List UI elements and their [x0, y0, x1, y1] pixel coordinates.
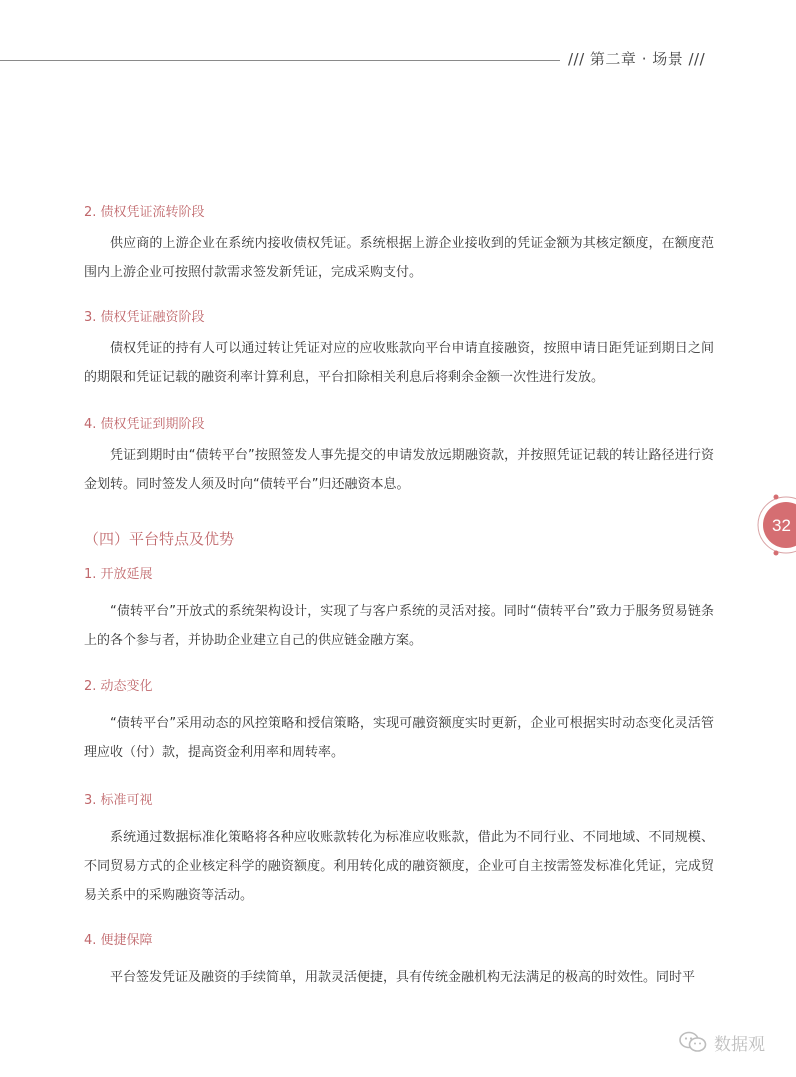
feature-heading: 1. 开放延展 — [84, 567, 153, 582]
feature-heading: 3. 标准可视 — [84, 793, 153, 808]
chapter-title: /// 第二章 · 场景 /// — [568, 50, 706, 68]
feature-convenience-guarantee — [84, 931, 714, 992]
feature-paragraph: 系统通过数据标准化策略将各种应收账款转化为标准应收账款，借此为不同行业、不同地域、不同规模、不同贸易方式的企业核定科学的融资额度。利用转化成的融资额度，企业可自主按需签发标准化凭证，完成贸易关系中的采购融资等活动。 — [84, 830, 714, 903]
section-paragraph: 供应商的上游企业在系统内接收债权凭证。系统根据上游企业接收到的凭证金额为其核定额度，在额度范围内上游企业可按照付款需求签发新凭证，完成采购支付。 — [84, 236, 714, 280]
watermark — [678, 1029, 765, 1055]
header-rule — [0, 60, 560, 61]
page-tab-shape — [754, 493, 796, 557]
section-heading: 3. 债权凭证融资阶段 — [84, 310, 205, 325]
major-heading: （四）平台特点及优势 — [84, 530, 235, 548]
section-paragraph: 债权凭证的持有人可以通过转让凭证对应的应收账款向平台申请直接融资，按照申请日距凭证到期日之间的期限和凭证记载的融资利率计算利息，平台扣除相关利息后将剩余金额一次性进行发放。 — [84, 341, 714, 385]
page-number-tab — [754, 493, 796, 557]
section-debt-voucher-transfer — [84, 203, 714, 287]
section-paragraph: 凭证到期时由“债转平台”按照签发人事先提交的申请发放远期融资款，并按照凭证记载的转让路径进行资金划转。同时签发人须及时向“债转平台”归还融资本息。 — [84, 448, 714, 492]
section-heading: 4. 债权凭证到期阶段 — [84, 417, 205, 432]
feature-heading: 4. 便捷保障 — [84, 933, 153, 948]
feature-paragraph: “债转平台”开放式的系统架构设计，实现了与客户系统的灵活对接。同时“债转平台”致力于服务贸易链条上的各个参与者，并协助企业建立自己的供应链金融方案。 — [84, 604, 714, 648]
feature-paragraph: 平台签发凭证及融资的手续简单，用款灵活便捷，具有传统金融机构无法满足的极高的时效性。同时平 — [110, 970, 696, 985]
feature-standard-visible — [84, 791, 714, 910]
watermark-text: 数据观 — [714, 1034, 765, 1055]
wechat-icon — [678, 1030, 708, 1054]
feature-dynamic-change — [84, 677, 714, 767]
feature-paragraph: “债转平台”采用动态的风控策略和授信策略，实现可融资额度实时更新，企业可根据实时动态变化灵活管理应收（付）款，提高资金利用率和周转率。 — [84, 716, 714, 760]
section-debt-voucher-maturity — [84, 415, 714, 499]
section-heading: 2. 债权凭证流转阶段 — [84, 205, 205, 220]
feature-open-extension — [84, 565, 714, 655]
section-debt-voucher-financing — [84, 308, 714, 392]
feature-heading: 2. 动态变化 — [84, 679, 153, 694]
page-number: 32 — [772, 516, 791, 535]
